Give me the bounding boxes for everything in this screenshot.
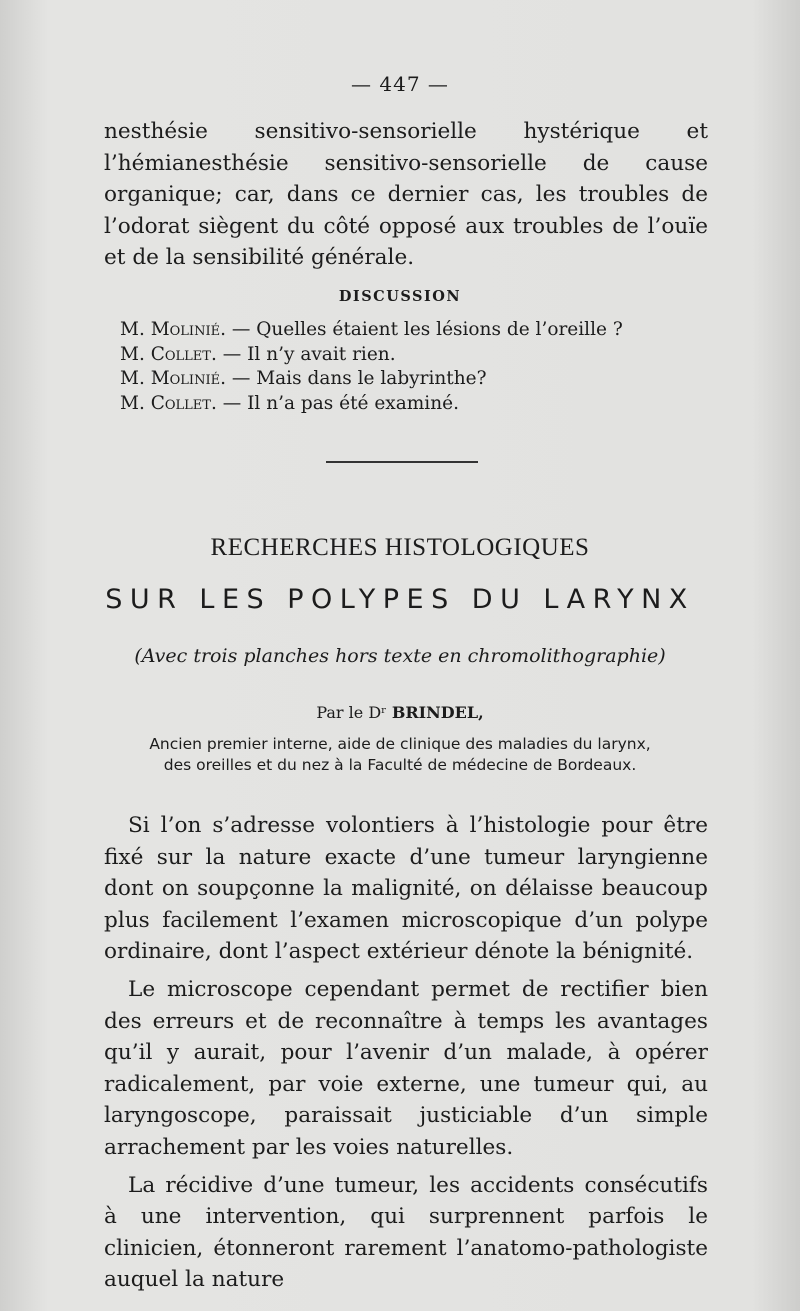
discussion-speaker: M. Collet. — [120, 343, 217, 365]
body-paragraph: Le microscope cependant permet de rectifier bien des erreurs et de reconnaître à temps les avantages qu’il y aurait, pour l’avenir d’un malade, à opérer radicalement, par voie externe, une tumeur qui, au laryngoscope, paraissait justiciable d’un simple arrachement par les voies naturelles. — [104, 976, 708, 1160]
discussion-speaker: M. Molinié. — [120, 368, 226, 389]
discussion-speaker: M. Molinié. — [120, 319, 226, 340]
body-paragraph: Si l’on s’adresse volontiers à l’histologie pour être fixé sur la nature exacte d’une tumeur laryngienne dont on soupçonne la malignité, on délaisse beaucoup plus facilement l’examen microscopique d’un polype ordinaire, dont l’aspect extérieur dénote la bénignité. — [104, 813, 708, 965]
discussion-title: DISCUSSION — [338, 288, 462, 305]
affiliation-line: des oreilles et du nez à la Faculté de médecine de Bordeaux. — [163, 756, 637, 774]
discussion-text: — Il n’a pas été examiné. — [216, 392, 459, 414]
discussion-line — [120, 318, 680, 343]
top-paragraph: nesthésie sensitivo-sensorielle hystérique et l’hémianesthésie sensitivo-sensorielle de cause organique; car, dans ce dernier cas, les troubles de l’odorat siègent du côté opposé aux troubles de l’ouïe et de la sensibilité générale. — [104, 119, 708, 271]
top-paragraph-block — [104, 116, 708, 274]
section-divider — [326, 461, 478, 463]
article-body — [104, 810, 708, 1296]
author-prefix: Par le Dʳ — [316, 703, 392, 722]
discussion-text: — Quelles étaient les lésions de l’oreille ? — [225, 319, 623, 340]
discussion-speaker: M. Collet. — [120, 392, 217, 414]
discussion-list — [120, 318, 680, 416]
author-name: BRINDEL, — [391, 703, 484, 722]
author-affiliation — [0, 734, 800, 776]
discussion-line — [120, 343, 680, 368]
body-paragraph: La récidive d’une tumeur, les accidents consécutifs à une intervention, qui surprennent parfois le clinicien, étonneront rarement l’anatomo-pathologiste auquel la nature — [104, 1172, 708, 1293]
affiliation-line: Ancien premier interne, aide de clinique des maladies du larynx, — [149, 735, 651, 753]
article-subtitle: (Avec trois planches hors texte en chromolithographie) — [134, 645, 666, 667]
article-title-line2: SUR LES POLYPES DU LARYNX — [105, 584, 695, 615]
article-title-line1: RECHERCHES HISTOLOGIQUES — [210, 534, 590, 561]
author-line — [0, 703, 800, 722]
discussion-line — [120, 392, 680, 417]
discussion-line — [120, 367, 680, 392]
discussion-text: — Mais dans le labyrinthe? — [225, 368, 487, 389]
page-number: — 447 — — [351, 72, 449, 96]
discussion-text: — Il n’y avait rien. — [216, 343, 396, 365]
